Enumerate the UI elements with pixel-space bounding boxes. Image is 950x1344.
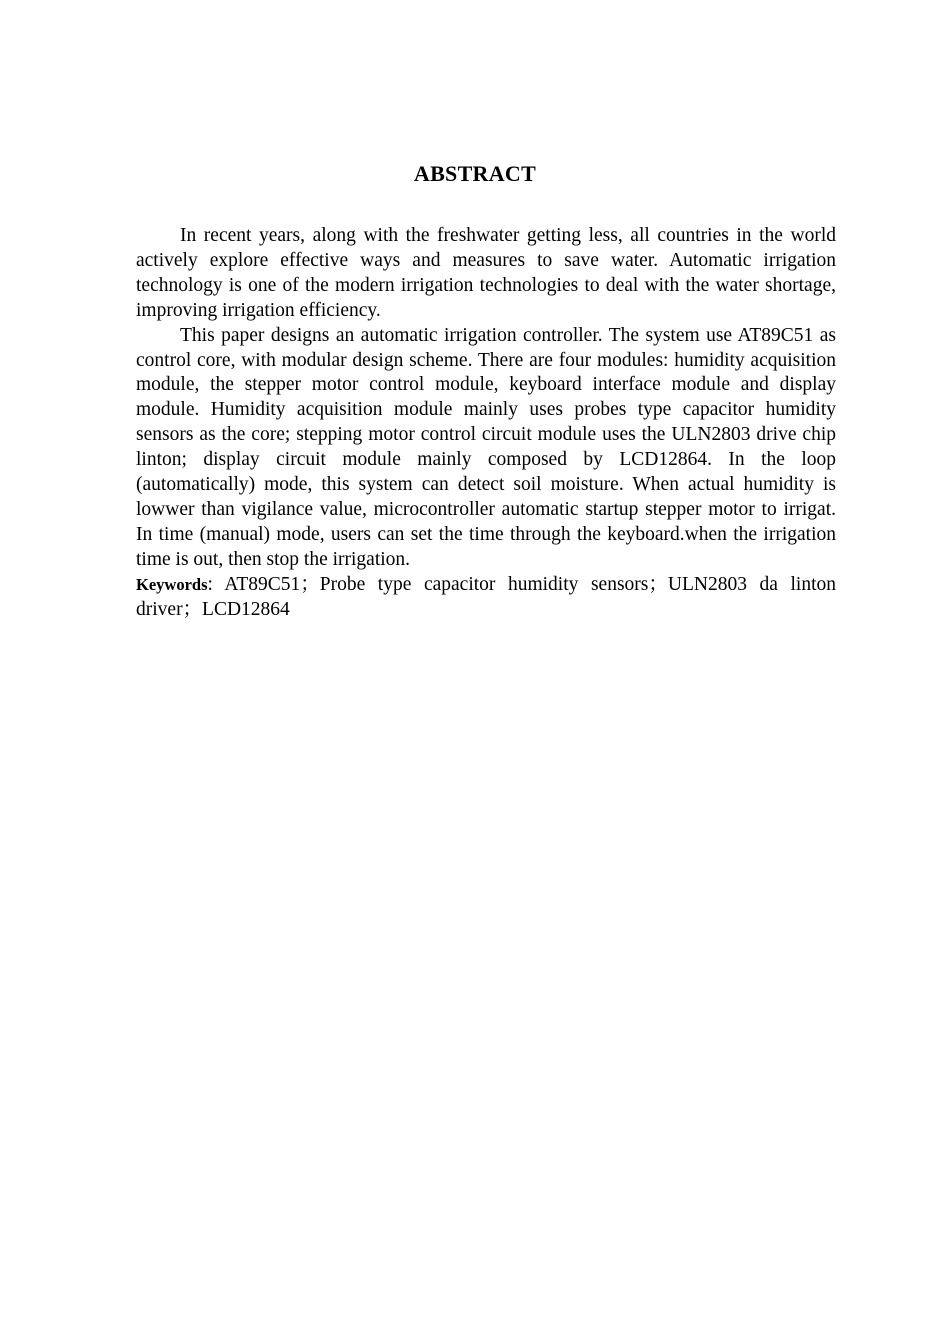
abstract-paragraph-1: In recent years, along with the freshwater getting less, all countries in the world actively explore effective ways and measures to save water. Automatic irrigation technology is one of the modern irrigation technologies to deal with the water shortage, improving irrigation efficiency.	[136, 225, 836, 321]
abstract-paragraph-2: This paper designs an automatic irrigation controller. The system use AT89C51 as control core, with modular design scheme. There are four modules: humidity acquisition module, the stepper motor control module, keyboard interface module and display module. Humidity acquisition module mainly uses probes type capacitor humidity sensors as the core; stepping motor control circuit module uses the ULN2803 drive chip linton; display circuit module mainly composed by LCD12864. In the loop (automatically) mode, this system can detect soil moisture. When actual humidity is lowwer than vigilance value, microcontroller automatic startup stepper motor to irrigat. In time (manual) mode, users can set the time through the keyboard.when the irrigation time is out, then stop the irrigation.	[136, 324, 836, 570]
abstract-title: ABSTRACT	[413, 161, 537, 186]
keywords-label: Keywords	[136, 574, 208, 594]
abstract-body	[136, 224, 836, 623]
keywords-line	[136, 573, 836, 623]
keywords-text: : AT89C51；Probe type capacitor humidity sensors；ULN2803 da linton driver；LCD12864	[136, 573, 836, 620]
